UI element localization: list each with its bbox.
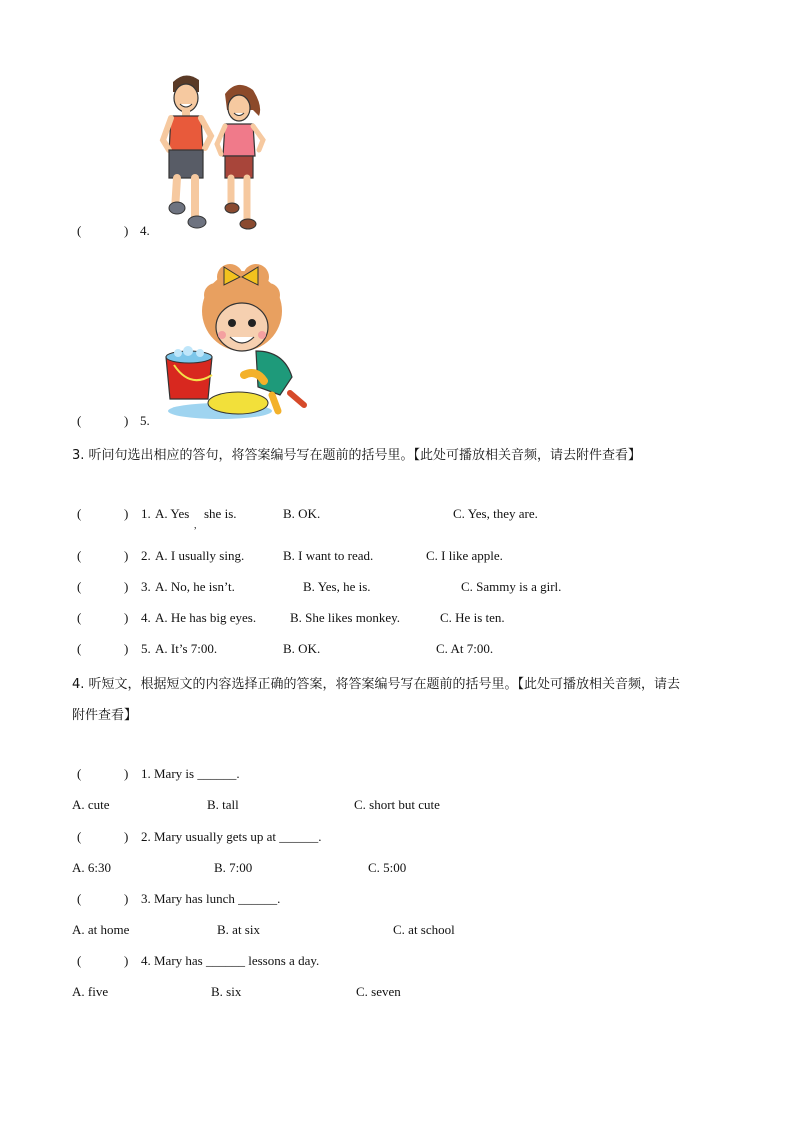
option-b: B. at six <box>217 922 260 937</box>
option-a: A. Yes <box>155 506 190 521</box>
option-c: C. Sammy is a girl. <box>461 579 562 594</box>
section-4-heading-line-1: 4. 听短文，根据短文的内容选择正确的答案，将答案编号写在题前的括号里。【此处可播放相关音频，请去 <box>72 677 681 692</box>
option-a: A. at home <box>72 922 130 937</box>
option-c: C. At 7:00. <box>436 641 494 656</box>
girl <box>202 264 304 411</box>
option-a-continued: she is. <box>204 506 237 521</box>
question-number: 4. <box>140 223 150 238</box>
option-a: A. I usually sing. <box>155 548 245 563</box>
stray-comma-mark: , <box>194 520 197 531</box>
option-a: A. No, he isn’t. <box>155 579 235 594</box>
question-stem: 2. Mary usually gets up at ______. <box>141 829 322 844</box>
section-3-heading: 3. 听问句选出相应的答句，将答案编号写在题前的括号里。【此处可播放相关音频，请去附件查看】 <box>72 448 642 463</box>
option-c: C. at school <box>393 922 455 937</box>
man-figure <box>163 75 211 228</box>
option-c: C. seven <box>356 984 401 999</box>
question-number: 1. <box>141 506 151 521</box>
option-b: B. 7:00 <box>214 860 253 875</box>
option-b: B. I want to read. <box>283 548 374 563</box>
section-4-heading-line-2: 附件查看】 <box>72 708 138 723</box>
option-c: C. I like apple. <box>426 548 503 563</box>
question-stem: 3. Mary has lunch ______. <box>141 891 281 906</box>
woman-figure <box>217 85 263 229</box>
option-c: C. He is ten. <box>440 610 505 625</box>
option-b: B. tall <box>207 797 239 812</box>
question-number: 4. <box>141 610 151 625</box>
option-c: C. Yes, they are. <box>453 506 538 521</box>
option-a: A. five <box>72 984 109 999</box>
option-b: B. She likes monkey. <box>290 610 401 625</box>
jogging-people-illustration <box>155 70 270 235</box>
option-b: B. OK. <box>283 641 321 656</box>
option-b: B. OK. <box>283 506 321 521</box>
bucket <box>166 346 212 399</box>
option-c: C. short but cute <box>354 797 440 812</box>
option-b: B. Yes, he is. <box>303 579 371 594</box>
option-a: A. 6:30 <box>72 860 111 875</box>
option-c: C. 5:00 <box>368 860 407 875</box>
question-number: 3. <box>141 579 151 594</box>
option-a: A. He has big eyes. <box>155 610 257 625</box>
question-number: 2. <box>141 548 151 563</box>
question-stem: 4. Mary has ______ lessons a day. <box>141 953 320 968</box>
option-a: A. cute <box>72 797 110 812</box>
option-b: B. six <box>211 984 242 999</box>
sponge <box>208 392 268 414</box>
question-stem: 1. Mary is ______. <box>141 766 240 781</box>
question-number: 5. <box>141 641 151 656</box>
question-number: 5. <box>140 413 150 428</box>
girl-cleaning-illustration <box>160 255 312 427</box>
option-a: A. It’s 7:00. <box>155 641 218 656</box>
